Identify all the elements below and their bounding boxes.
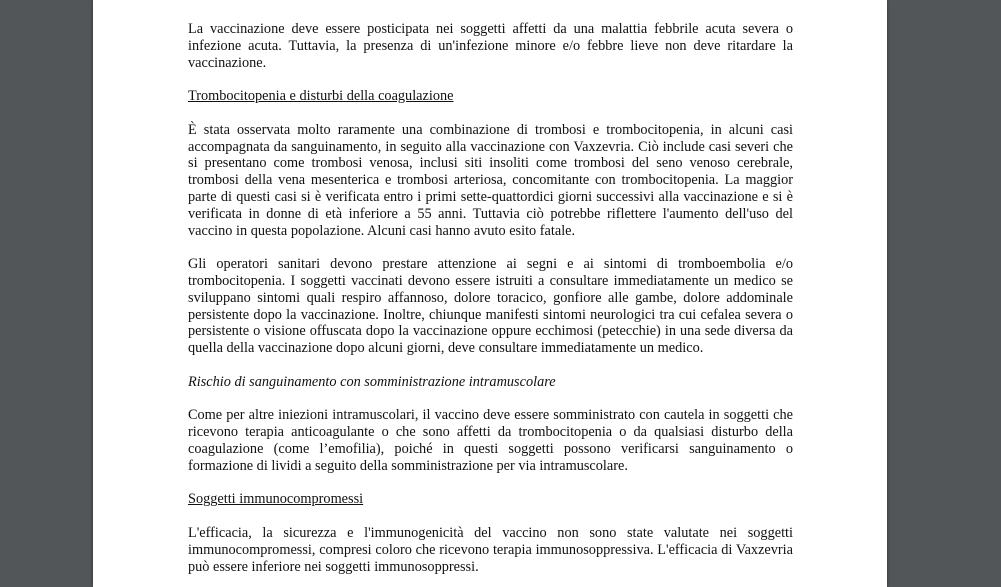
paragraph-thrombosis: È stata osservata molto raramente una combinazione di trombosi e trombocitopenia, in alcuni casi accompagnata da sanguinamento, in seguito alla vaccinazione con Vaxzevria. Ciò include casi severi che si presentano come trombosi venosa, inclusi siti insoliti come trombosi del seno venoso cerebrale, trombosi della vena mesenterica e trombosi arteriosa, concomitante con trombocitopenia. La maggior parte di questi casi si è verificata entro i primi sette-quattordici giorni successivi alla vaccinazione e si è verificata in donne di età inferiore a 55 anni. Tuttavia ciò potrebbe riflettere l'aumento dell'uso del vaccino in questa popolazione. Alcuni casi hanno avuto esito fatale.: [188, 121, 793, 239]
document-page: [93, 0, 887, 587]
paragraph-intramuscular: Come per altre iniezioni intramuscolari, il vaccino deve essere somministrato con cautela in soggetti che ricevono terapia anticoagulante o che sono affetti da trombocitopenia o da qualsiasi disturbo della coagulazione (come l’emofilia), poiché in questi soggetti possono verificarsi sanguinamento o formazione di lividi a seguito della somministrazione per via intramuscolare.: [188, 407, 793, 474]
section-heading-thrombocytopenia: Trombocitopenia e disturbi della coagulazione: [188, 88, 454, 105]
paragraph-febrile-illness: La vaccinazione deve essere posticipata nei soggetti affetti da una malattia febbrile acuta severa o infezione acuta. Tuttavia, la presenza di un'infezione minore e/o febbre lieve non deve ritardare la vaccinazione.: [188, 21, 793, 71]
section-heading-immunocompromised: Soggetti immunocompromessi: [188, 491, 364, 508]
subheading-bleeding-risk: Rischio di sanguinamento con somministrazione intramuscolare: [188, 373, 556, 390]
page-content: [188, 21, 793, 587]
paragraph-immunocompromised: L'efficacia, la sicurezza e l'immunogenicità del vaccino non sono state valutate nei soggetti immunocompromessi, compresi coloro che ricevono terapia immunosoppressiva. L'efficacia di Vaxzevria può essere inferiore nei soggetti immunosoppressi.: [188, 524, 793, 575]
paragraph-symptoms: Gli operatori sanitari devono prestare attenzione ai segni e ai sintomi di tromboembolia e/o trombocitopenia. I soggetti vaccinati devono essere istruiti a consultare immediatamente un medico se sviluppano sintomi quali respiro affannoso, dolore toracico, gonfiore alle gambe, dolore addominale persistente dopo la vaccinazione. Inoltre, chiunque manifesti sintomi neurologici tra cui cefalea severa o persistente o visione offuscata dopo la vaccinazione oppure ecchimosi (petecchie) in una sede diversa da quella della vaccinazione dopo alcuni giorni, deve consultare immediatamente un medico.: [188, 256, 793, 357]
